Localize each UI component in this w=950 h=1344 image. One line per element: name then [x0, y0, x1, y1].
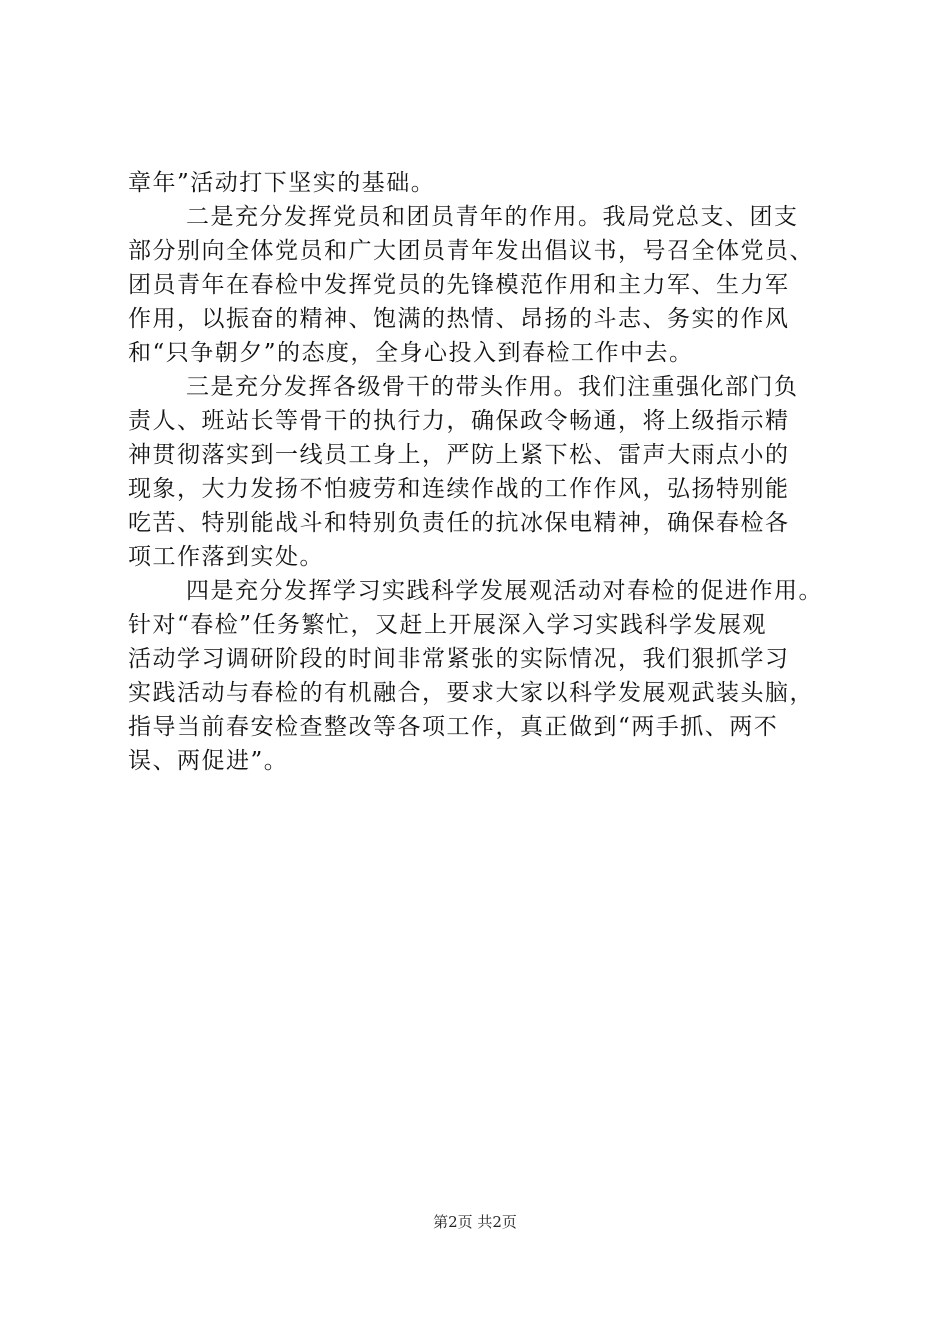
text-line: 责人、班站长等骨干的执行力，确保政令畅通，将上级指示精: [128, 408, 790, 434]
text-line: 神贯彻落实到一线员工身上，严防上紧下松、雷声大雨点小的: [128, 442, 790, 468]
paragraph-first-line: 二是充分发挥党员和团员青年的作用。我局党总支、团支: [186, 204, 799, 230]
text-line: 和“只争朝夕”的态度，全身心投入到春检工作中去。: [128, 340, 694, 366]
text-line: 章年”活动打下坚实的基础。: [128, 170, 436, 196]
page-number-footer: 第2页 共2页: [433, 1213, 517, 1231]
text-line: 指导当前春安检查整改等各项工作，真正做到“两手抓、两不: [128, 714, 779, 740]
text-line: 针对“春检”任务繁忙，又赶上开展深入学习实践科学发展观: [128, 612, 768, 638]
text-line: 现象，大力发扬不怕疲劳和连续作战的工作作风，弘扬特别能: [128, 476, 790, 502]
text-line: 活动学习调研阶段的时间非常紧张的实际情况，我们狠抓学习: [128, 646, 790, 672]
document-body: [128, 166, 824, 778]
text-line: 部分别向全体党员和广大团员青年发出倡议书，号召全体党员、: [128, 238, 814, 264]
text-line: 吃苦、特别能战斗和特别负责任的抗冰保电精神，确保春检各: [128, 510, 790, 536]
text-line: 作用，以振奋的精神、饱满的热情、昂扬的斗志、务实的作风: [128, 306, 790, 332]
text-line: 团员青年在春检中发挥党员的先锋模范作用和主力军、生力军: [128, 272, 790, 298]
text-line: 项工作落到实处。: [128, 544, 324, 570]
paragraph-first-line: 四是充分发挥学习实践科学发展观活动对春检的促进作用。: [186, 578, 823, 604]
text-line: 误、两促进”。: [128, 748, 289, 774]
paragraph-first-line: 三是充分发挥各级骨干的带头作用。我们注重强化部门负: [186, 374, 799, 400]
text-line: 实践活动与春检的有机融合，要求大家以科学发展观武装头脑，: [128, 680, 814, 706]
